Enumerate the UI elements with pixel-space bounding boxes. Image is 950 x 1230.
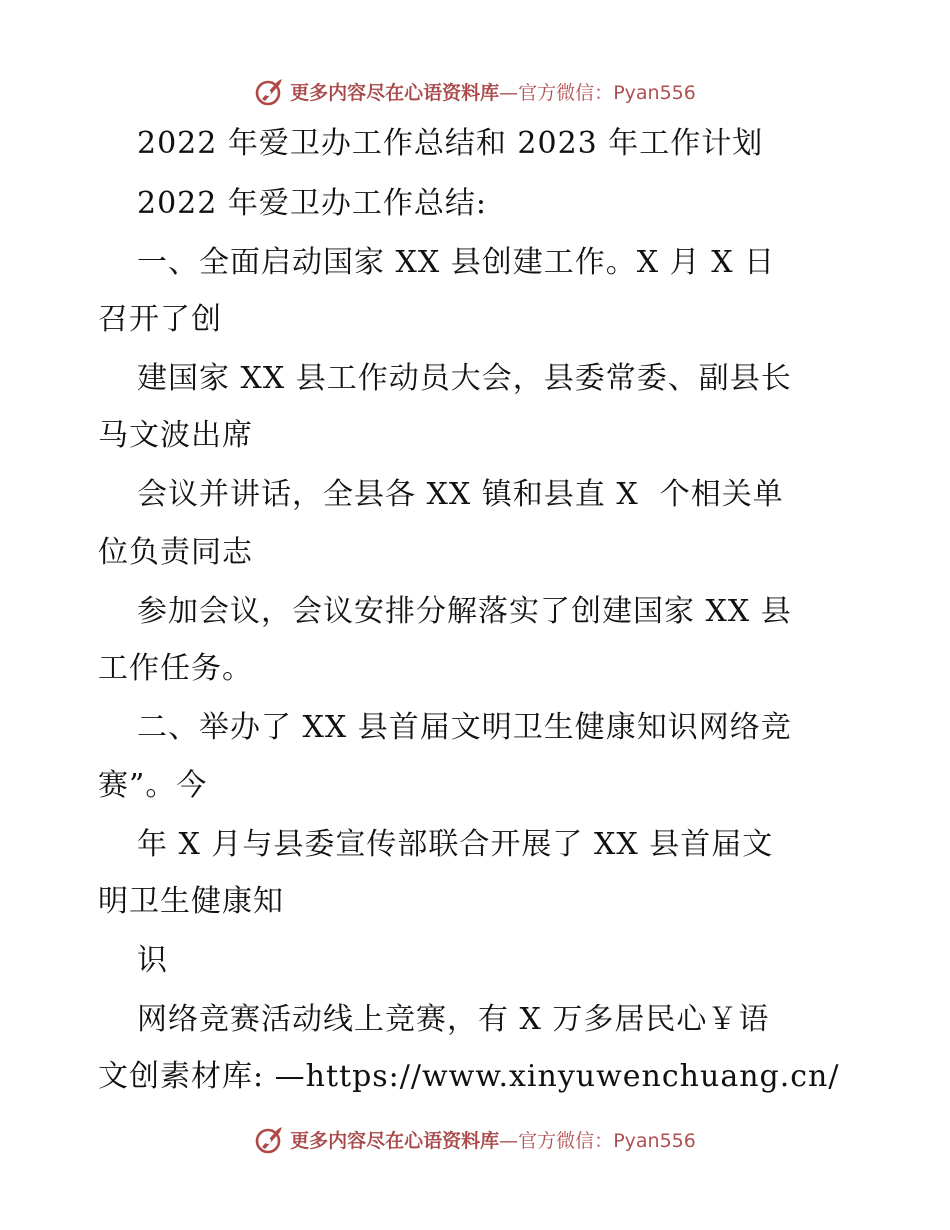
banner-dash: — bbox=[499, 1129, 519, 1152]
paragraph-line: 建国家 XX 县工作动员大会，县委常委、副县长 bbox=[137, 361, 792, 396]
banner-text bbox=[290, 1126, 696, 1153]
paragraph-line: 一、全面启动国家 XX 县创建工作。X 月 X 日 bbox=[137, 245, 776, 280]
paragraph-line: 召开了创 bbox=[98, 302, 222, 337]
banner-official: 官方微信： bbox=[518, 1129, 614, 1152]
header-watermark-banner bbox=[0, 71, 950, 111]
paragraph-line: 赛”。今 bbox=[98, 768, 208, 803]
document-title: 2022 年爱卫办工作总结和 2023 年工作计划 bbox=[137, 126, 764, 161]
banner-official: 官方微信： bbox=[518, 81, 614, 104]
paragraph-line: 二、举办了 XX 县首届文明卫生健康知识网络竞 bbox=[137, 710, 792, 745]
paragraph-line: 工作任务。 bbox=[98, 651, 253, 686]
paragraph-line: 位负责同志 bbox=[98, 535, 253, 570]
paragraph-line: 识 bbox=[137, 943, 168, 978]
paragraph-line: 年 X 月与县委宣传部联合开展了 XX 县首届文 bbox=[137, 827, 774, 862]
banner-text bbox=[290, 78, 696, 105]
banner-wechat: Pyan556 bbox=[613, 81, 696, 104]
paragraph-line: 参加会议，会议安排分解落实了创建国家 XX 县 bbox=[137, 594, 792, 629]
quill-logo-icon bbox=[254, 75, 286, 107]
banner-main: 更多内容尽在心语资料库 bbox=[290, 1129, 500, 1152]
paragraph-line: 文创素材库: —https://www.xinyuwenchuang.cn/ bbox=[98, 1059, 840, 1094]
banner-dash: — bbox=[499, 81, 519, 104]
paragraph-line: 会议并讲话，全县各 XX 镇和县直 X 个相关单 bbox=[137, 477, 784, 512]
section-heading: 2022 年爱卫办工作总结: bbox=[137, 186, 487, 221]
paragraph-line: 马文波出席 bbox=[98, 418, 253, 453]
banner-main: 更多内容尽在心语资料库 bbox=[290, 81, 500, 104]
paragraph-line: 网络竞赛活动线上竞赛，有 X 万多居民心￥语 bbox=[137, 1002, 770, 1037]
banner-wechat: Pyan556 bbox=[613, 1129, 696, 1152]
footer-watermark-banner bbox=[0, 1119, 950, 1159]
paragraph-line: 明卫生健康知 bbox=[98, 884, 284, 919]
quill-logo-icon bbox=[254, 1123, 286, 1155]
